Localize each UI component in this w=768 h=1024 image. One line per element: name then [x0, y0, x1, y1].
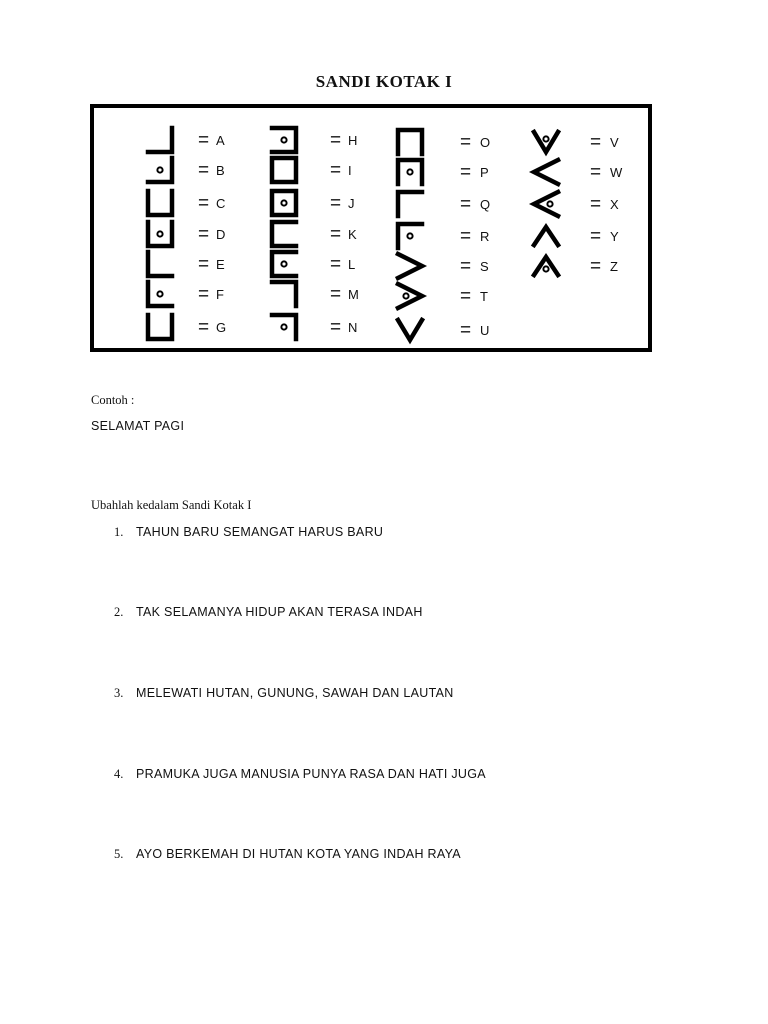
cipher-letter-p: P [480, 165, 489, 180]
equals-sign: = [460, 226, 472, 247]
equals-sign: = [460, 162, 472, 183]
cipher-letter-i: I [348, 163, 352, 178]
cipher-entry-a [148, 128, 225, 152]
cipher-symbol-x [534, 192, 558, 216]
cipher-letter-z: Z [610, 259, 618, 274]
equals-sign: = [330, 254, 342, 275]
cipher-letter-q: Q [480, 197, 491, 212]
cipher-symbol-b [148, 158, 172, 182]
cipher-entry-n [272, 315, 357, 339]
equals-sign: = [330, 317, 342, 338]
page-title: SANDI KOTAK I [315, 72, 453, 91]
cipher-letter-m: M [348, 287, 359, 302]
cipher-entry-g [148, 315, 226, 339]
equals-sign: = [198, 284, 210, 305]
cipher-symbol-g [148, 315, 172, 339]
exercise-number: 5. [114, 847, 124, 861]
cipher-letter-v: V [610, 135, 619, 150]
cipher-symbol-r [398, 224, 422, 248]
equals-sign: = [590, 256, 602, 277]
cipher-symbol-h [272, 128, 296, 152]
equals-sign: = [330, 160, 342, 181]
exercise-item-4 [114, 767, 714, 782]
exercise-number: 1. [114, 525, 124, 539]
exercise-number: 4. [114, 767, 124, 781]
equals-sign: = [330, 193, 342, 214]
cipher-letter-s: S [480, 259, 489, 274]
cipher-letter-l: L [348, 257, 356, 272]
exercise-text: AYO BERKEMAH DI HUTAN KOTA YANG INDAH RAYA [136, 847, 461, 861]
cipher-entry-h [272, 128, 357, 152]
equals-sign: = [198, 193, 210, 214]
cipher-letter-a: A [216, 133, 225, 148]
cipher-letter-o: O [480, 135, 491, 150]
cipher-entry-p [398, 160, 489, 184]
cipher-letter-c: C [216, 196, 226, 211]
cipher-entry-b [148, 158, 225, 182]
cipher-entry-m [272, 282, 359, 306]
cipher-entry-r [398, 224, 489, 248]
exercise-item-5 [114, 847, 714, 862]
cipher-symbol-u [398, 320, 422, 340]
cipher-symbol-t [398, 284, 422, 308]
cipher-letter-f: F [216, 287, 224, 302]
cipher-entry-o [398, 130, 490, 154]
equals-sign: = [198, 254, 210, 275]
cipher-entry-t [398, 284, 488, 308]
exercise-text: PRAMUKA JUGA MANUSIA PUNYA RASA DAN HATI JUGA [136, 767, 486, 781]
equals-sign: = [460, 286, 472, 307]
cipher-symbol-e [148, 252, 172, 276]
exercise-item-1 [114, 525, 714, 540]
cipher-symbol-d [148, 222, 172, 246]
cipher-entry-l [272, 252, 355, 276]
equals-sign: = [590, 162, 602, 183]
cipher-letter-u: U [480, 323, 490, 338]
cipher-symbol-l [272, 252, 296, 276]
exercise-text: TAHUN BARU SEMANGAT HARUS BARU [136, 525, 384, 539]
equals-sign: = [198, 130, 210, 151]
equals-sign: = [590, 226, 602, 247]
cipher-symbol-w [534, 160, 558, 184]
equals-sign: = [330, 284, 342, 305]
cipher-letter-y: Y [610, 229, 619, 244]
cipher-letter-t: T [480, 289, 488, 304]
cipher-entry-w [534, 160, 623, 184]
exercise-item-3 [114, 686, 714, 701]
cipher-key-table [90, 104, 652, 352]
equals-sign: = [198, 224, 210, 245]
cipher-entry-y [534, 226, 619, 247]
exercise-instruction: Ubahlah kedalam Sandi Kotak I [91, 498, 252, 512]
cipher-symbol-f [148, 282, 172, 306]
cipher-entry-z [534, 256, 618, 277]
cipher-letter-n: N [348, 320, 358, 335]
cipher-entry-d [148, 222, 225, 246]
cipher-symbol-y [534, 227, 558, 245]
equals-sign: = [460, 132, 472, 153]
cipher-symbol-c [148, 191, 172, 215]
exercise-item-2 [114, 605, 714, 620]
cipher-letter-e: E [216, 257, 225, 272]
equals-sign: = [460, 256, 472, 277]
equals-sign: = [198, 317, 210, 338]
cipher-symbol-n [272, 315, 296, 339]
cipher-symbol-p [398, 160, 422, 184]
cipher-symbol-o [398, 130, 422, 154]
cipher-symbol-m [272, 282, 296, 306]
example-text: SELAMAT PAGI [91, 419, 185, 433]
cipher-entry-q [398, 192, 490, 216]
cipher-entry-k [272, 222, 357, 246]
cipher-entry-e [148, 252, 225, 276]
exercise-number: 2. [114, 605, 124, 619]
equals-sign: = [330, 130, 342, 151]
cipher-entry-c [148, 191, 225, 215]
cipher-symbol-k [272, 222, 296, 246]
cipher-symbol-z [534, 257, 558, 275]
cipher-entry-v [534, 132, 619, 153]
equals-sign: = [460, 320, 472, 341]
equals-sign: = [198, 160, 210, 181]
cipher-letter-g: G [216, 320, 227, 335]
cipher-letter-k: K [348, 227, 357, 242]
cipher-symbol-j [272, 191, 296, 215]
equals-sign: = [590, 132, 602, 153]
cipher-symbol-a [148, 128, 172, 152]
cipher-symbol-s [398, 254, 422, 278]
cipher-letter-x: X [610, 197, 619, 212]
cipher-entry-u [398, 320, 489, 341]
cipher-letter-r: R [480, 229, 490, 244]
cipher-symbol-i [272, 158, 296, 182]
cipher-key-graphic [94, 108, 648, 348]
exercise-text: MELEWATI HUTAN, GUNUNG, SAWAH DAN LAUTAN [136, 686, 454, 700]
cipher-entry-x [534, 192, 619, 216]
cipher-symbol-q [398, 192, 422, 216]
cipher-entry-j [272, 191, 355, 215]
cipher-letter-j: J [348, 196, 355, 211]
cipher-letter-w: W [610, 165, 623, 180]
equals-sign: = [330, 224, 342, 245]
cipher-letter-d: D [216, 227, 226, 242]
cipher-entry-f [148, 282, 224, 306]
equals-sign: = [460, 194, 472, 215]
example-label: Contoh : [91, 393, 135, 407]
cipher-letter-b: B [216, 163, 225, 178]
cipher-entry-s [398, 254, 489, 278]
equals-sign: = [590, 194, 602, 215]
cipher-entry-i [272, 158, 352, 182]
exercise-number: 3. [114, 686, 124, 700]
cipher-letter-h: H [348, 133, 358, 148]
cipher-symbol-v [534, 132, 558, 152]
exercise-text: TAK SELAMANYA HIDUP AKAN TERASA INDAH [136, 605, 423, 619]
